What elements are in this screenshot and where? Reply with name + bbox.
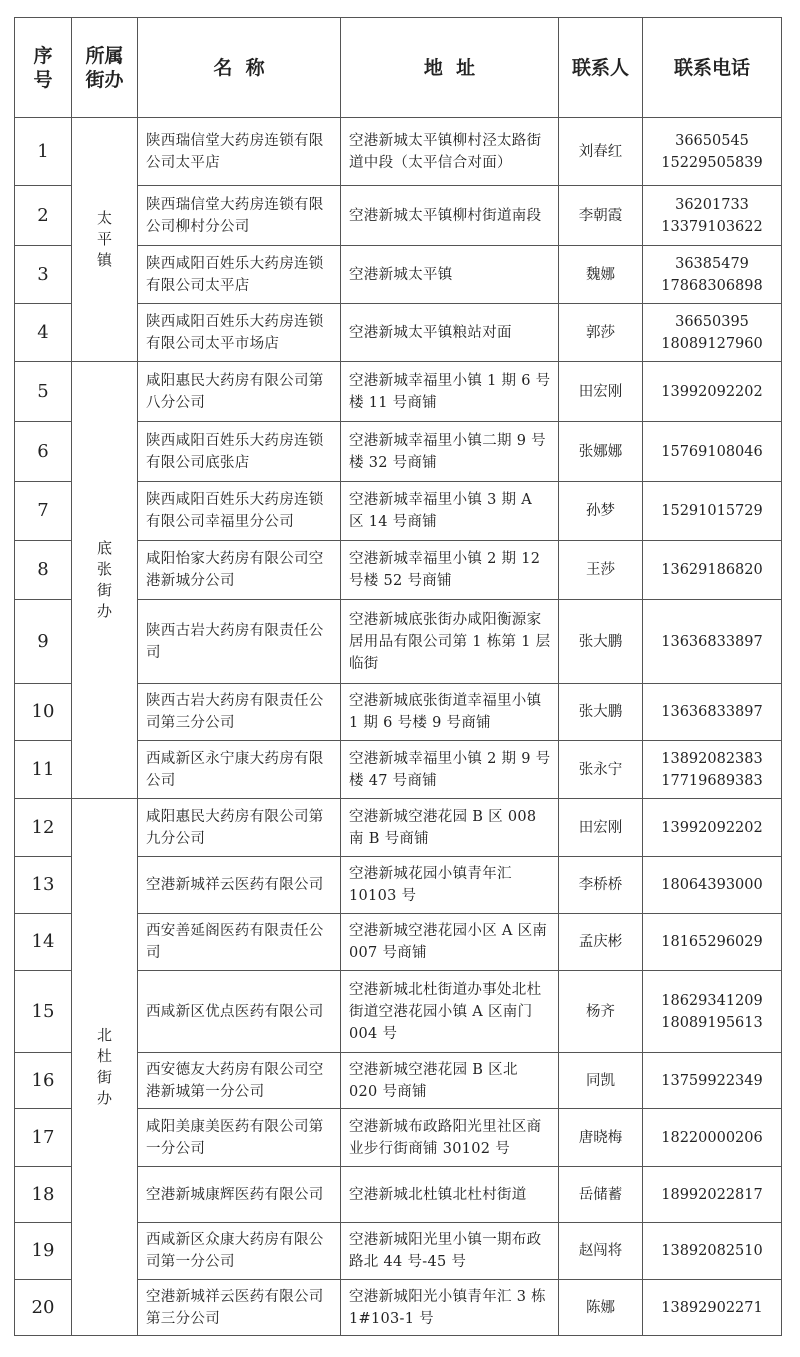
pharmacy-name: 陕西古岩大药房有限责任公司 (138, 600, 341, 684)
contact-phone: 13892902271 (643, 1280, 782, 1336)
contact-phone: 13992092202 (643, 799, 782, 857)
contact-person: 张娜娜 (559, 422, 643, 482)
header-name: 名 称 (138, 18, 341, 118)
pharmacy-address: 空港新城底张街道幸福里小镇 1 期 6 号楼 9 号商铺 (341, 684, 559, 741)
pharmacy-name: 陕西瑞信堂大药房连锁有限公司太平店 (138, 118, 341, 186)
row-number: 1 (15, 118, 72, 186)
pharmacy-address: 空港新城空港花园 B 区北 020 号商铺 (341, 1053, 559, 1109)
pharmacy-name: 空港新城祥云医药有限公司第三分公司 (138, 1280, 341, 1336)
pharmacy-address: 空港新城阳光小镇青年汇 3 栋 1#103-1 号 (341, 1280, 559, 1336)
row-number: 18 (15, 1167, 72, 1223)
pharmacy-address: 空港新城太平镇粮站对面 (341, 304, 559, 362)
contact-person: 李朝霞 (559, 186, 643, 246)
contact-person: 田宏刚 (559, 362, 643, 422)
pharmacy-name: 陕西咸阳百姓乐大药房连锁有限公司太平市场店 (138, 304, 341, 362)
district-label: 底张街办 (96, 538, 112, 620)
contact-phone: 18992022817 (643, 1167, 782, 1223)
contact-person: 田宏刚 (559, 799, 643, 857)
district-cell (72, 799, 138, 1336)
pharmacy-table (14, 17, 782, 1336)
contact-phone: 13636833897 (643, 600, 782, 684)
row-number: 14 (15, 914, 72, 971)
district-cell (72, 362, 138, 799)
contact-phone: 13636833897 (643, 684, 782, 741)
table-row (15, 362, 782, 422)
contact-person: 刘春红 (559, 118, 643, 186)
contact-person: 杨齐 (559, 971, 643, 1053)
contact-person: 魏娜 (559, 246, 643, 304)
pharmacy-address: 空港新城太平镇柳村泾太路街道中段（太平信合对面） (341, 118, 559, 186)
district-label: 北杜街办 (96, 1025, 112, 1107)
row-number: 12 (15, 799, 72, 857)
contact-phone: 15291015729 (643, 482, 782, 541)
contact-phone: 18220000206 (643, 1109, 782, 1167)
pharmacy-name: 咸阳美康美医药有限公司第一分公司 (138, 1109, 341, 1167)
pharmacy-address: 空港新城幸福里小镇 2 期 12 号楼 52 号商铺 (341, 541, 559, 600)
pharmacy-name: 咸阳惠民大药房有限公司第九分公司 (138, 799, 341, 857)
pharmacy-name: 陕西咸阳百姓乐大药房连锁有限公司幸福里分公司 (138, 482, 341, 541)
table-header-row (15, 18, 782, 118)
row-number: 13 (15, 857, 72, 914)
contact-phone: 36385479 17868306898 (643, 246, 782, 304)
pharmacy-address: 空港新城花园小镇青年汇 10103 号 (341, 857, 559, 914)
row-number: 3 (15, 246, 72, 304)
pharmacy-name: 西咸新区永宁康大药房有限公司 (138, 741, 341, 799)
contact-person: 张大鹏 (559, 600, 643, 684)
pharmacy-name: 西咸新区优点医药有限公司 (138, 971, 341, 1053)
pharmacy-address: 空港新城空港花园小区 A 区南 007 号商铺 (341, 914, 559, 971)
contact-phone: 13892082510 (643, 1223, 782, 1280)
table-body (15, 118, 782, 1336)
row-number: 7 (15, 482, 72, 541)
row-number: 16 (15, 1053, 72, 1109)
pharmacy-address: 空港新城北杜镇北杜村街道 (341, 1167, 559, 1223)
contact-phone: 18064393000 (643, 857, 782, 914)
contact-phone: 36650395 18089127960 (643, 304, 782, 362)
row-number: 17 (15, 1109, 72, 1167)
row-number: 5 (15, 362, 72, 422)
contact-person: 陈娜 (559, 1280, 643, 1336)
row-number: 8 (15, 541, 72, 600)
pharmacy-address: 空港新城太平镇 (341, 246, 559, 304)
header-district: 所属 街办 (72, 18, 138, 118)
contact-person: 王莎 (559, 541, 643, 600)
contact-phone: 18165296029 (643, 914, 782, 971)
table-row (15, 118, 782, 186)
contact-phone: 36650545 15229505839 (643, 118, 782, 186)
contact-phone: 13629186820 (643, 541, 782, 600)
pharmacy-name: 空港新城康辉医药有限公司 (138, 1167, 341, 1223)
contact-person: 张大鹏 (559, 684, 643, 741)
header-no: 序 号 (15, 18, 72, 118)
header-address: 地 址 (341, 18, 559, 118)
contact-person: 岳储蓄 (559, 1167, 643, 1223)
contact-phone: 36201733 13379103622 (643, 186, 782, 246)
contact-person: 郭莎 (559, 304, 643, 362)
pharmacy-name: 陕西咸阳百姓乐大药房连锁有限公司太平店 (138, 246, 341, 304)
row-number: 9 (15, 600, 72, 684)
contact-person: 唐晓梅 (559, 1109, 643, 1167)
contact-phone: 15769108046 (643, 422, 782, 482)
pharmacy-address: 空港新城幸福里小镇 3 期 A 区 14 号商铺 (341, 482, 559, 541)
district-cell (72, 118, 138, 362)
pharmacy-name: 空港新城祥云医药有限公司 (138, 857, 341, 914)
contact-phone: 18629341209 18089195613 (643, 971, 782, 1053)
pharmacy-name: 西安德友大药房有限公司空港新城第一分公司 (138, 1053, 341, 1109)
pharmacy-address: 空港新城底张街办咸阳衡源家居用品有限公司第 1 栋第 1 层临街 (341, 600, 559, 684)
contact-person: 孟庆彬 (559, 914, 643, 971)
row-number: 20 (15, 1280, 72, 1336)
row-number: 6 (15, 422, 72, 482)
pharmacy-address: 空港新城布政路阳光里社区商业步行街商铺 30102 号 (341, 1109, 559, 1167)
row-number: 15 (15, 971, 72, 1053)
pharmacy-name: 西咸新区众康大药房有限公司第一分公司 (138, 1223, 341, 1280)
pharmacy-address: 空港新城幸福里小镇 1 期 6 号楼 11 号商铺 (341, 362, 559, 422)
contact-person: 张永宁 (559, 741, 643, 799)
contact-person: 孙梦 (559, 482, 643, 541)
pharmacy-address: 空港新城阳光里小镇一期布政路北 44 号-45 号 (341, 1223, 559, 1280)
header-phone: 联系电话 (643, 18, 782, 118)
pharmacy-address: 空港新城太平镇柳村街道南段 (341, 186, 559, 246)
row-number: 2 (15, 186, 72, 246)
contact-person: 李桥桥 (559, 857, 643, 914)
pharmacy-name: 咸阳惠民大药房有限公司第八分公司 (138, 362, 341, 422)
pharmacy-name: 咸阳怡家大药房有限公司空港新城分公司 (138, 541, 341, 600)
pharmacy-address: 空港新城幸福里小镇二期 9 号楼 32 号商铺 (341, 422, 559, 482)
contact-phone: 13892082383 17719689383 (643, 741, 782, 799)
pharmacy-name: 陕西咸阳百姓乐大药房连锁有限公司底张店 (138, 422, 341, 482)
row-number: 10 (15, 684, 72, 741)
contact-person: 赵闯将 (559, 1223, 643, 1280)
row-number: 4 (15, 304, 72, 362)
header-contact: 联系人 (559, 18, 643, 118)
pharmacy-address: 空港新城北杜街道办事处北杜街道空港花园小镇 A 区南门 004 号 (341, 971, 559, 1053)
contact-phone: 13992092202 (643, 362, 782, 422)
district-label: 太平镇 (96, 208, 112, 269)
row-number: 11 (15, 741, 72, 799)
pharmacy-name: 西安善延阁医药有限责任公司 (138, 914, 341, 971)
row-number: 19 (15, 1223, 72, 1280)
contact-phone: 13759922349 (643, 1053, 782, 1109)
pharmacy-name: 陕西瑞信堂大药房连锁有限公司柳村分公司 (138, 186, 341, 246)
contact-person: 同凯 (559, 1053, 643, 1109)
table-row (15, 799, 782, 857)
pharmacy-name: 陕西古岩大药房有限责任公司第三分公司 (138, 684, 341, 741)
pharmacy-address: 空港新城空港花园 B 区 008 南 B 号商铺 (341, 799, 559, 857)
pharmacy-address: 空港新城幸福里小镇 2 期 9 号楼 47 号商铺 (341, 741, 559, 799)
